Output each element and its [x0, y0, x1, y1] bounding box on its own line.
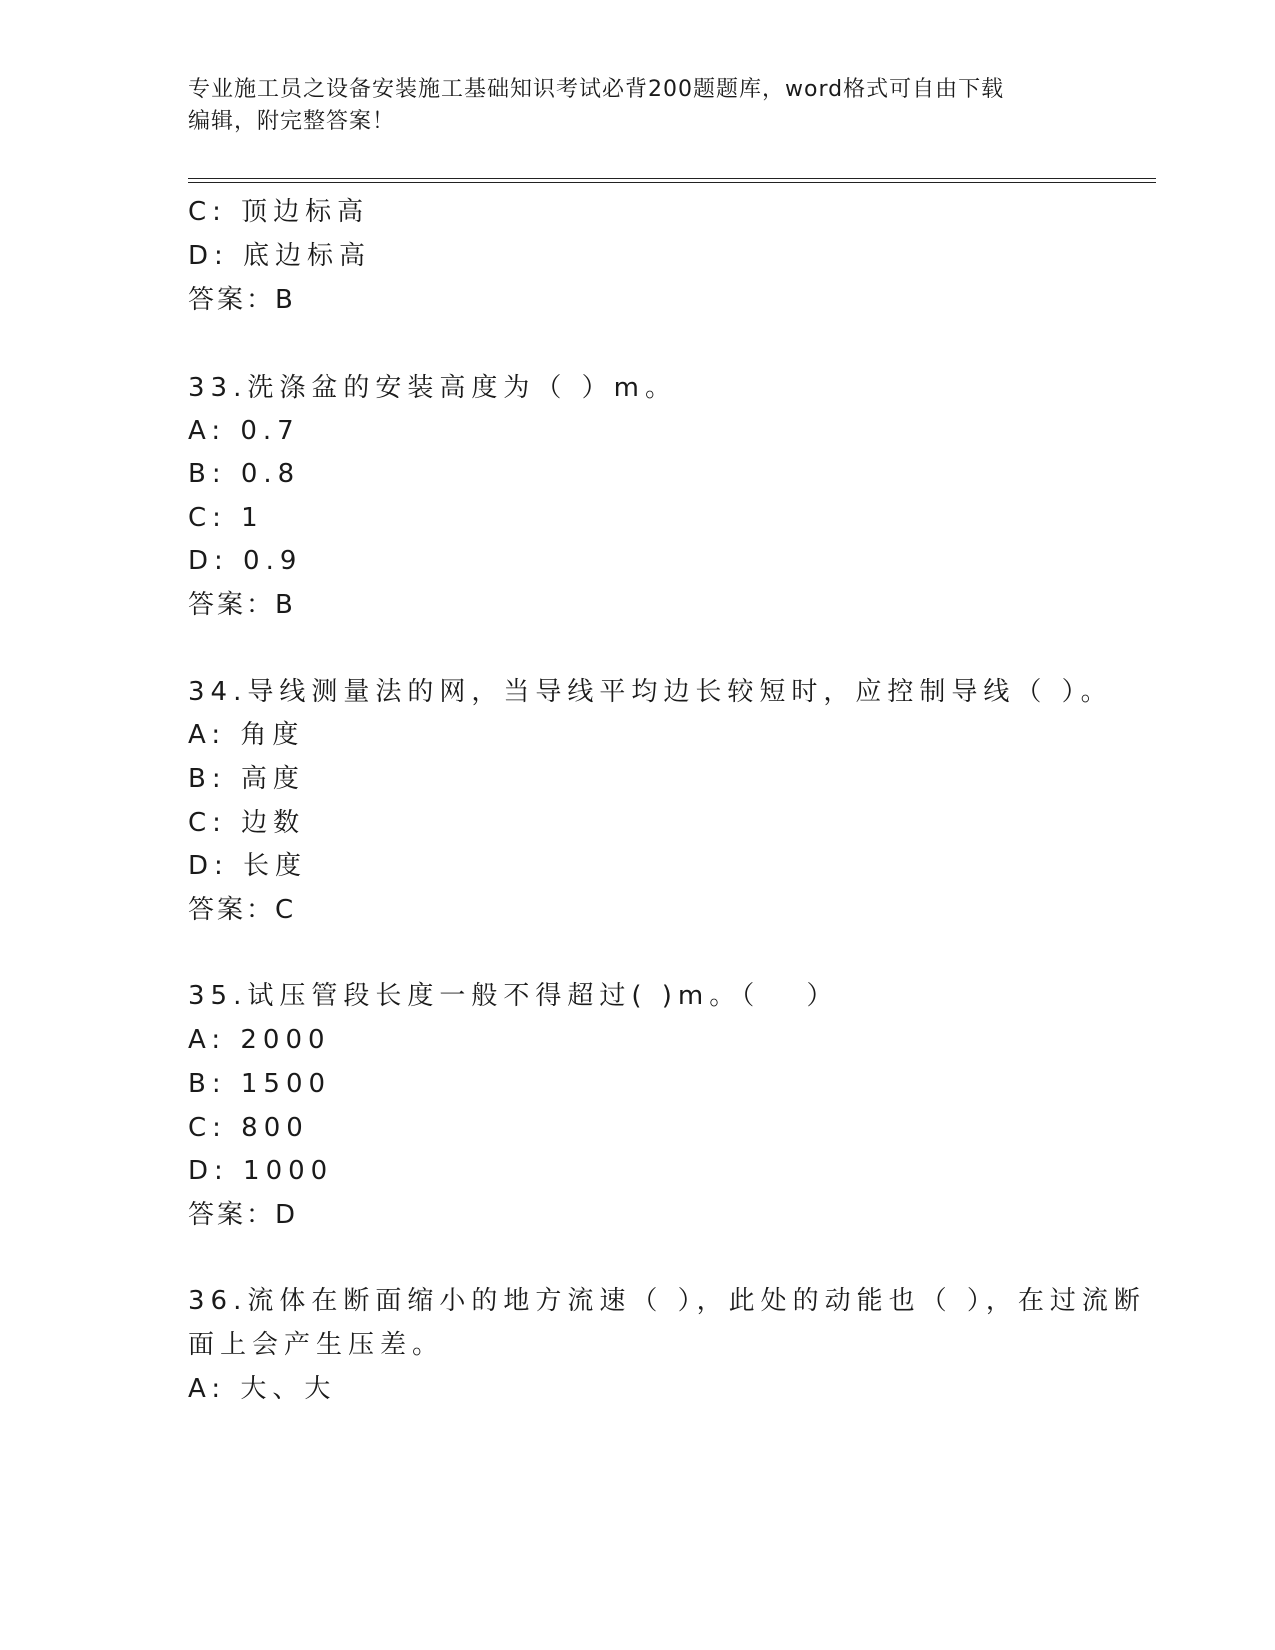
header-line-2: 编辑，附完整答案！	[188, 109, 396, 134]
q34-option-d: D: 长度	[188, 851, 308, 881]
q35-option-d: D: 1000	[188, 1156, 334, 1186]
q34-option-c: C: 边数	[188, 808, 306, 838]
header-divider	[188, 178, 1156, 183]
q32-answer: 答案：B	[188, 285, 296, 315]
q33-option-b: B: 0.8	[188, 459, 301, 489]
q35-option-b: B: 1500	[188, 1069, 332, 1099]
q34-option-a: A: 角度	[188, 720, 305, 750]
q35-option-c: C: 800	[188, 1113, 309, 1143]
q36-question-line-1: 36.流体在断面缩小的地方流速（ ），此处的动能也（ ），在过流断	[188, 1286, 1146, 1316]
q34-option-b: B: 高度	[188, 764, 305, 794]
q33-option-c: C: 1	[188, 503, 264, 533]
q32-option-d: D: 底边标高	[188, 241, 372, 271]
q33-option-a: A: 0.7	[188, 416, 300, 446]
q35-question: 35.试压管段长度一般不得超过( )m。（ ）	[188, 981, 839, 1011]
q33-question: 33.洗涤盆的安装高度为（ ）m。	[188, 373, 677, 403]
q35-option-a: A: 2000	[188, 1025, 331, 1055]
q35-answer: 答案：D	[188, 1200, 299, 1230]
q36-question-line-2: 面上会产生压差。	[188, 1330, 445, 1360]
q34-answer: 答案：C	[188, 895, 297, 925]
q32-option-c: C: 顶边标高	[188, 197, 370, 227]
q36-option-a: A: 大、大	[188, 1374, 337, 1404]
q33-option-d: D: 0.9	[188, 546, 303, 576]
document-header	[188, 74, 1088, 138]
q34-question: 34.导线测量法的网，当导线平均边长较短时，应控制导线（ ）。	[188, 677, 1113, 707]
q33-answer: 答案：B	[188, 590, 296, 620]
header-line-1: 专业施工员之设备安装施工基础知识考试必背200题题库，word格式可自由下载	[188, 77, 1005, 102]
